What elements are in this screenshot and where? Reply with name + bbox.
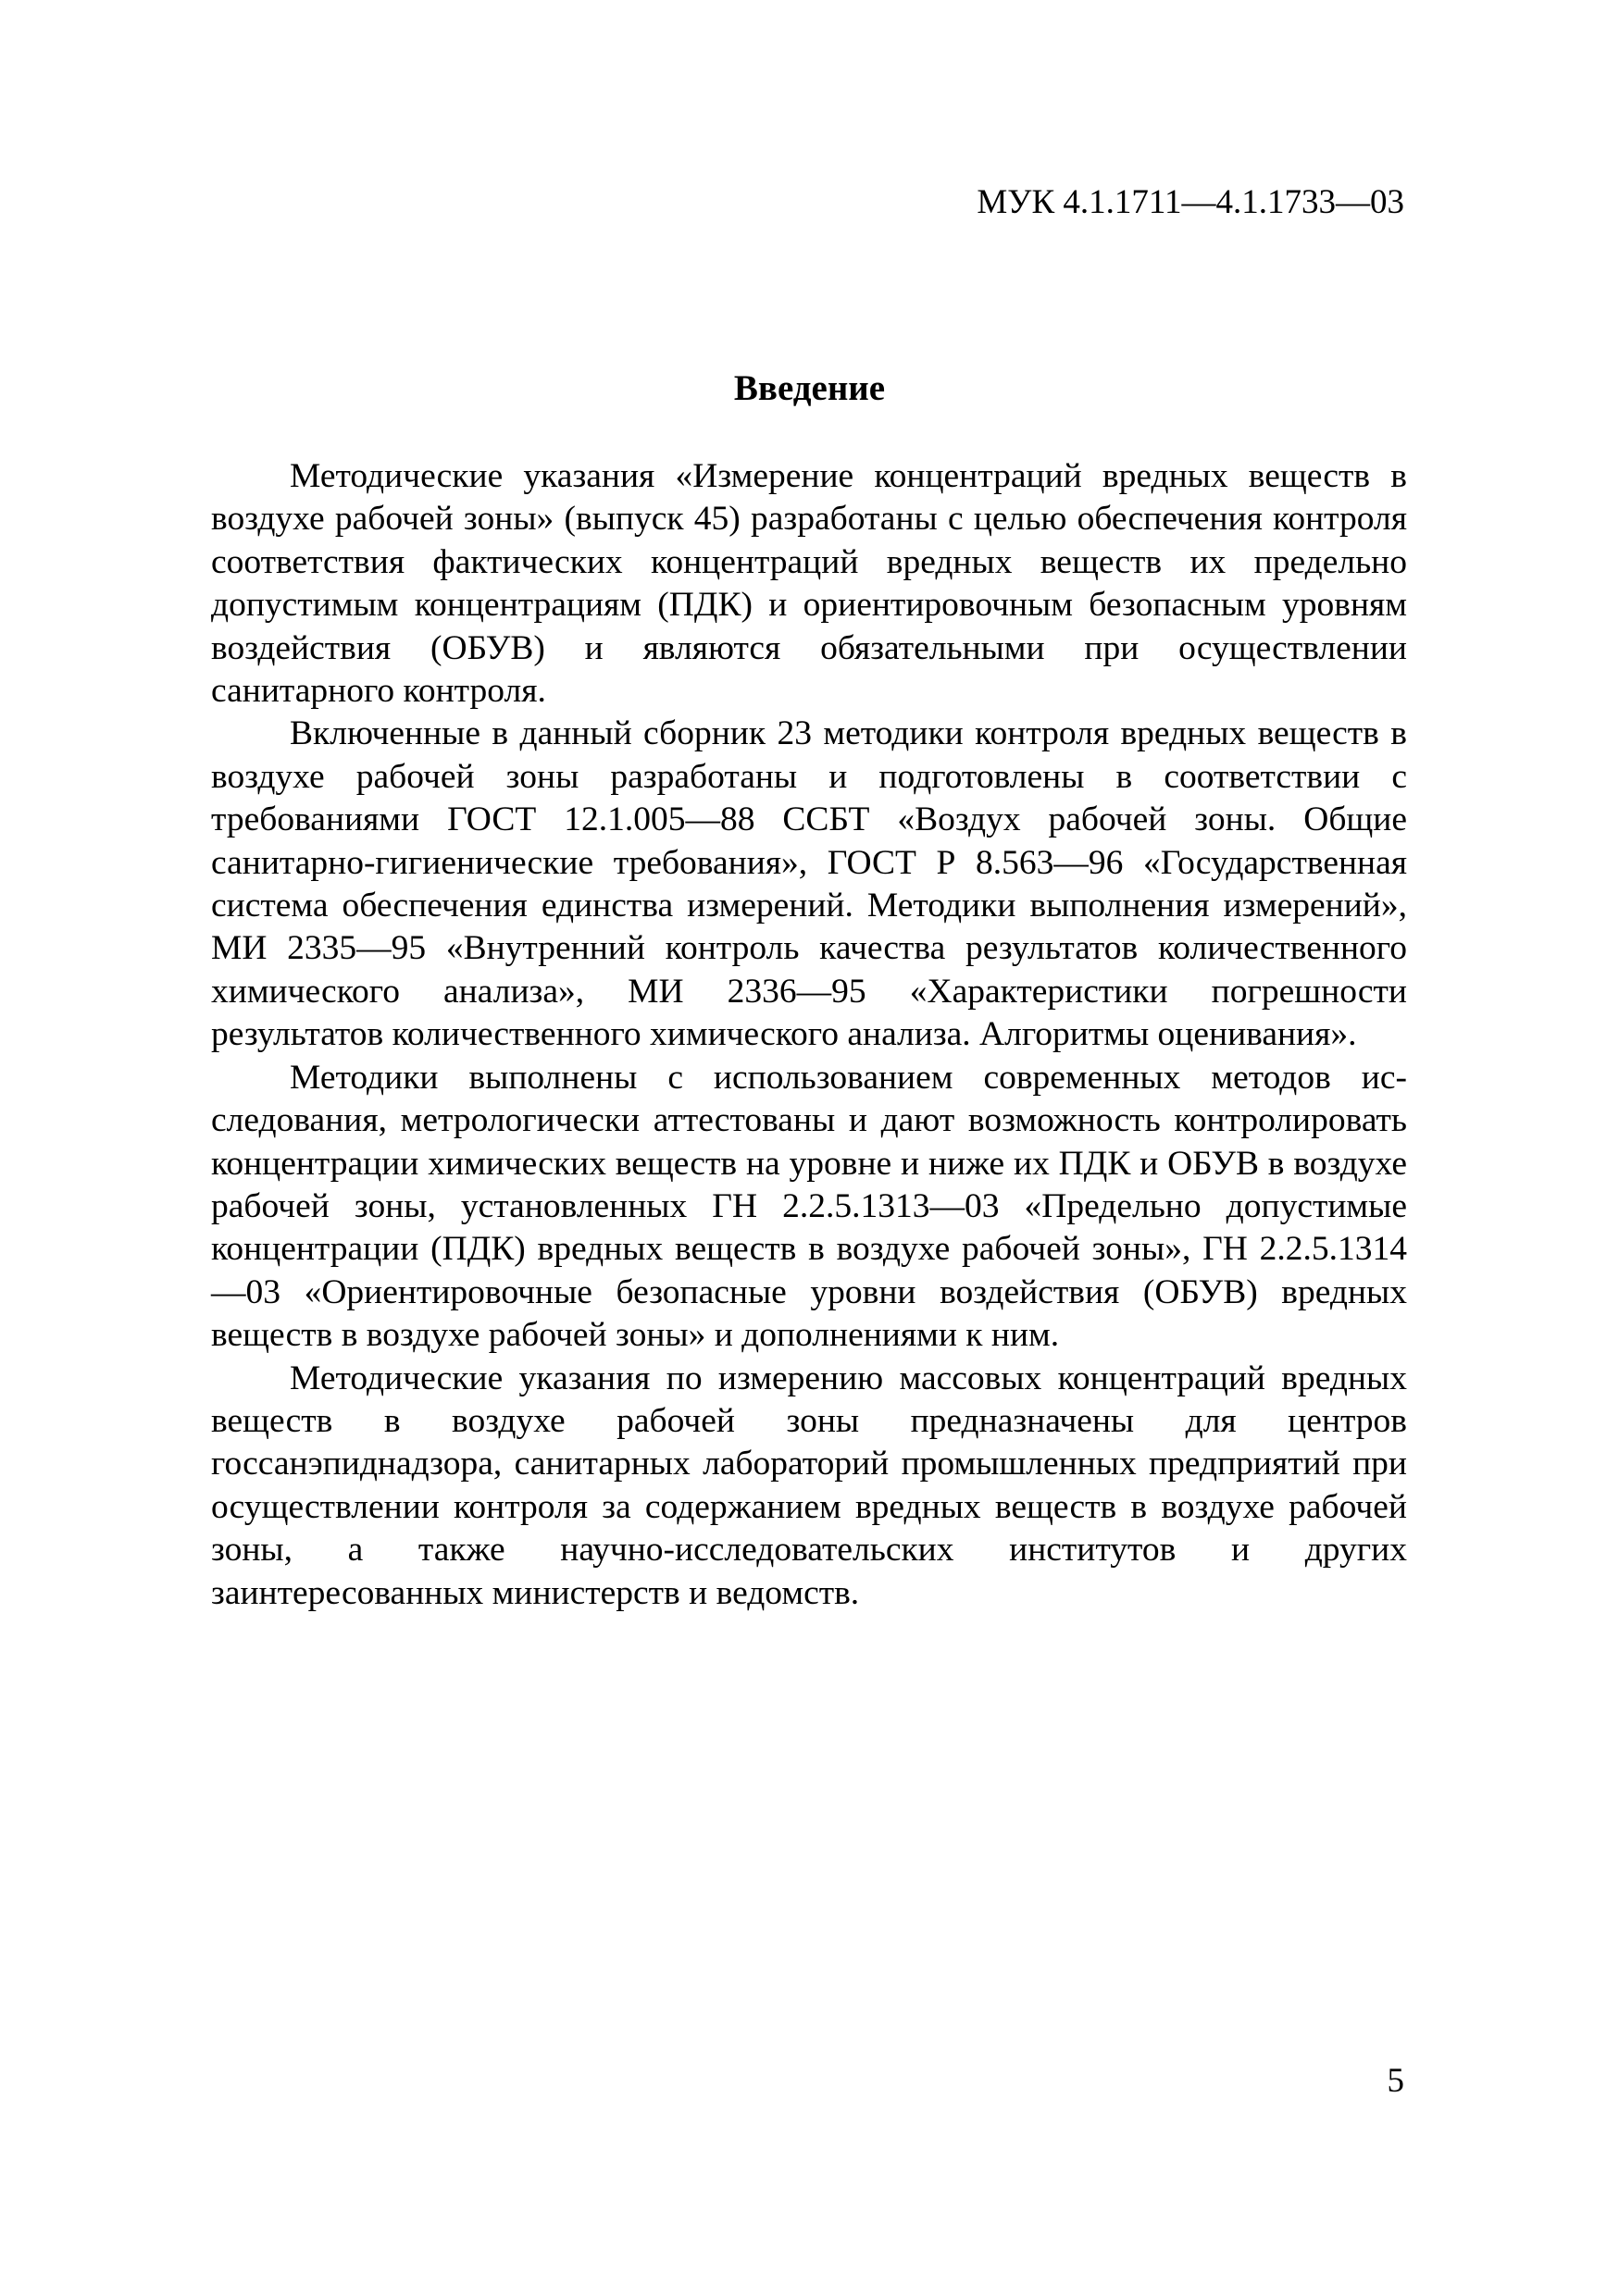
paragraph-purpose: Методические указания «Измерение концентраций вредных веществ в воздухе рабочей зоны» (выпуск 45) разработаны с целью обеспечения контроля соответствия фактических концентраций вредных веществ их предельно допустимым концентрациям (ПДК) и ориентировочным безопасным уровням воздействия (ОБУВ) и являются обязательными при осуществлении санитарного контроля. bbox=[211, 457, 1407, 711]
page-number: 5 bbox=[1387, 2062, 1404, 2100]
section-title: Введение bbox=[733, 368, 886, 408]
document-code-header: МУК 4.1.1711—4.1.1733—03 bbox=[977, 183, 1404, 221]
paragraph-standards: Включенные в данный сборник 23 методики контроля вредных веществ в воздухе рабочей зоны разработаны и подготовлены в соответствии с требованиями ГОСТ 12.1.005—88 ССБТ «Воздух рабочей зоны. Общие санитарно-гигиенические требования», ГОСТ Р 8.563—96 «Государственная система обеспечения единства измерений. Методики выполнения измерений», МИ 2335—95 «Внутренний контроль качества результатов количественного химического анализа», МИ 2336—95 «Характеристики погрешности результатов количественного химического анализа. Алгоритмы оценивания». bbox=[211, 714, 1407, 1054]
paragraph-methods: Методики выполнены с использованием современных методов исследования, метрологически аттестованы и дают возможность контролировать концентрации химических веществ на уровне и ниже их ПДК и ОБУВ в воздухе рабочей зоны, установленных ГН 2.2.5.1313—03 «Предельно допустимые концентрации (ПДК) вредных веществ в воздухе рабочей зоны», ГН 2.2.5.1314—03 «Ориентировочные безопасные уровни воздействия (ОБУВ) вредных веществ в воздухе рабочей зоны» и дополнениями к ним. bbox=[211, 1058, 1407, 1355]
paragraph-audience: Методические указания по измерению массовых концентраций вредных веществ в воздухе рабочей зоны предназначены для центров госсанэпиднадзора, санитарных лабораторий промышленных предприятий при осуществлении контроля за содержанием вредных веществ в воздухе рабочей зоны, а также научно-исследовательских институтов и других заинтересованных министерств и ведомств. bbox=[211, 1359, 1407, 1612]
body-text bbox=[211, 455, 1407, 1615]
